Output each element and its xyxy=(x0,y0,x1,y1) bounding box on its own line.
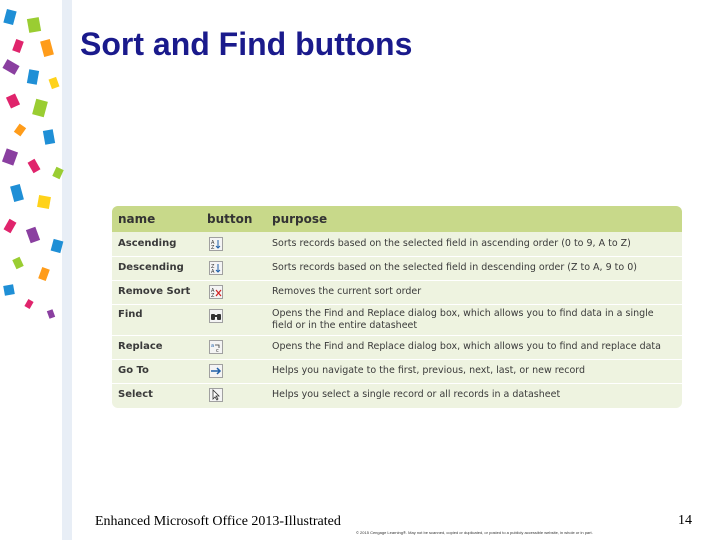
row-purpose: Helps you select a single record or all records in a datasheet xyxy=(272,389,561,400)
table-row xyxy=(112,335,682,360)
header-button: button xyxy=(207,212,253,226)
table-row xyxy=(112,256,682,281)
remove-sort-icon xyxy=(209,285,223,299)
slide-title: Sort and Find buttons xyxy=(80,26,413,62)
row-name: Descending xyxy=(118,262,184,273)
row-purpose: Opens the Find and Replace dialog box, which allows you to find and replace data xyxy=(272,341,661,352)
row-name: Ascending xyxy=(118,238,177,249)
table-row xyxy=(112,280,682,305)
arrow-right-icon xyxy=(209,364,223,378)
cursor-icon xyxy=(209,388,223,402)
table-row xyxy=(112,232,682,257)
footer-course-title: Enhanced Microsoft Office 2013-Illustrated xyxy=(95,514,341,529)
row-name: Remove Sort xyxy=(118,286,191,297)
row-name: Go To xyxy=(118,365,149,376)
svg-text:A: A xyxy=(211,288,215,294)
row-purpose: Helps you navigate to the first, previous, next, last, or new record xyxy=(272,365,586,376)
row-name: Replace xyxy=(118,341,163,352)
svg-text:Z: Z xyxy=(211,293,215,298)
svg-text:Z: Z xyxy=(211,245,215,250)
row-name: Find xyxy=(118,309,143,320)
sort-descending-icon xyxy=(209,261,223,275)
header-name: name xyxy=(118,212,156,226)
svg-text:A: A xyxy=(211,269,215,274)
binoculars-icon xyxy=(209,309,223,323)
row-purpose: Sorts records based on the selected field in ascending order (0 to 9, A to Z) xyxy=(272,238,631,249)
replace-icon xyxy=(209,340,223,354)
decorative-sidebar xyxy=(0,0,80,540)
footer-copyright: © 2015 Cengage Learning®. May not be scanned, copied or duplicated, or posted to a publicly accessible website, in whole or in part. xyxy=(356,530,593,535)
sort-ascending-icon xyxy=(209,237,223,251)
row-purpose: Opens the Find and Replace dialog box, which allows you to find data in a single field or in the entire datasheet xyxy=(272,308,654,331)
sort-find-table xyxy=(112,206,682,408)
table-row xyxy=(112,359,682,384)
page-number: 14 xyxy=(678,513,692,528)
svg-text:A: A xyxy=(211,240,215,246)
row-purpose: Removes the current sort order xyxy=(272,286,422,297)
row-name: Select xyxy=(118,389,153,400)
svg-text:c: c xyxy=(216,348,219,353)
header-purpose: purpose xyxy=(272,212,328,226)
table-row xyxy=(112,304,682,336)
svg-text:Z: Z xyxy=(211,264,215,270)
table-header xyxy=(112,206,682,232)
svg-text:a: a xyxy=(211,343,215,349)
row-purpose: Sorts records based on the selected field in descending order (Z to A, 9 to 0) xyxy=(272,262,637,273)
table-row xyxy=(112,383,682,407)
